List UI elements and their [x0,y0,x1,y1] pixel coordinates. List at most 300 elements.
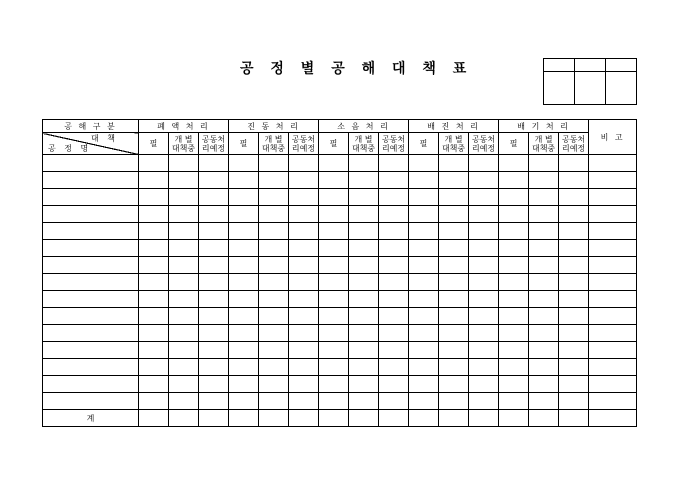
total-entry-cell[interactable] [319,410,349,427]
entry-cell[interactable] [289,223,319,240]
entry-cell[interactable] [529,291,559,308]
entry-cell[interactable] [469,223,499,240]
entry-cell[interactable] [439,206,469,223]
total-entry-cell[interactable] [229,410,259,427]
total-entry-cell[interactable] [289,410,319,427]
entry-cell[interactable] [409,342,439,359]
entry-cell[interactable] [229,376,259,393]
subheader-need: 필 [409,133,439,155]
group-header-wastewater: 폐 액 처 리 [139,120,229,133]
approval-sign-cell[interactable] [575,72,606,105]
total-entry-cell[interactable] [199,410,229,427]
entry-cell[interactable] [229,325,259,342]
entry-cell[interactable] [439,257,469,274]
entry-cell[interactable] [169,274,199,291]
entry-cell[interactable] [319,155,349,172]
entry-cell[interactable] [559,308,589,325]
entry-cell[interactable] [259,376,289,393]
entry-cell[interactable] [229,240,259,257]
remarks-cell[interactable] [589,155,637,172]
entry-cell[interactable] [529,359,559,376]
entry-cell[interactable] [319,359,349,376]
entry-cell[interactable] [439,155,469,172]
entry-cell[interactable] [499,189,529,206]
entry-cell[interactable] [289,308,319,325]
entry-cell[interactable] [379,257,409,274]
entry-cell[interactable] [469,155,499,172]
process-name-cell[interactable] [43,325,139,342]
entry-cell[interactable] [349,325,379,342]
entry-cell[interactable] [409,240,439,257]
entry-cell[interactable] [349,291,379,308]
entry-cell[interactable] [169,325,199,342]
entry-cell[interactable] [379,189,409,206]
entry-cell[interactable] [139,155,169,172]
entry-cell[interactable] [439,359,469,376]
entry-cell[interactable] [289,342,319,359]
subheader-common-bottom: 리예정 [381,143,406,153]
entry-cell[interactable] [169,393,199,410]
entry-cell[interactable] [259,223,289,240]
entry-cell[interactable] [559,223,589,240]
entry-cell[interactable] [139,393,169,410]
entry-cell[interactable] [349,189,379,206]
entry-cell[interactable] [409,223,439,240]
entry-cell[interactable] [139,342,169,359]
total-entry-cell[interactable] [379,410,409,427]
entry-cell[interactable] [469,376,499,393]
entry-cell[interactable] [259,274,289,291]
entry-cell[interactable] [319,189,349,206]
entry-cell[interactable] [379,274,409,291]
entry-cell[interactable] [559,155,589,172]
entry-cell[interactable] [409,376,439,393]
entry-cell[interactable] [559,274,589,291]
entry-cell[interactable] [439,325,469,342]
remarks-cell[interactable] [589,257,637,274]
table-row [43,376,637,393]
entry-cell[interactable] [559,240,589,257]
process-name-cell[interactable] [43,274,139,291]
entry-cell[interactable] [139,257,169,274]
entry-cell[interactable] [259,342,289,359]
remarks-cell[interactable] [589,291,637,308]
subheader-individual-bottom: 대책중 [441,143,466,153]
entry-cell[interactable] [289,257,319,274]
entry-cell[interactable] [469,308,499,325]
entry-cell[interactable] [439,189,469,206]
entry-cell[interactable] [379,393,409,410]
entry-cell[interactable] [199,359,229,376]
entry-cell[interactable] [259,240,289,257]
entry-cell[interactable] [349,223,379,240]
entry-cell[interactable] [439,342,469,359]
entry-cell[interactable] [529,274,559,291]
process-name-cell[interactable] [43,342,139,359]
remarks-cell[interactable] [589,240,637,257]
remarks-cell[interactable] [589,325,637,342]
entry-cell[interactable] [409,257,439,274]
entry-cell[interactable] [499,393,529,410]
subheader-common-treatment [289,133,319,155]
entry-cell[interactable] [379,376,409,393]
subheader-common-top: 공동처 [291,134,316,144]
entry-cell[interactable] [439,172,469,189]
entry-cell[interactable] [409,291,439,308]
entry-cell[interactable] [379,342,409,359]
entry-cell[interactable] [559,206,589,223]
entry-cell[interactable] [139,223,169,240]
entry-cell[interactable] [439,223,469,240]
entry-cell[interactable] [529,206,559,223]
entry-cell[interactable] [289,393,319,410]
entry-cell[interactable] [229,257,259,274]
entry-cell[interactable] [199,308,229,325]
entry-cell[interactable] [349,240,379,257]
entry-cell[interactable] [529,376,559,393]
entry-cell[interactable] [499,206,529,223]
entry-cell[interactable] [229,393,259,410]
process-name-cell[interactable] [43,206,139,223]
entry-cell[interactable] [259,189,289,206]
entry-cell[interactable] [379,206,409,223]
entry-cell[interactable] [409,206,439,223]
entry-cell[interactable] [499,325,529,342]
pollution-measures-table [42,119,637,427]
entry-cell[interactable] [529,155,559,172]
entry-cell[interactable] [259,359,289,376]
entry-cell[interactable] [499,342,529,359]
entry-cell[interactable] [199,325,229,342]
entry-cell[interactable] [259,155,289,172]
entry-cell[interactable] [559,172,589,189]
entry-cell[interactable] [499,240,529,257]
total-entry-cell[interactable] [439,410,469,427]
entry-cell[interactable] [499,274,529,291]
group-header-exhaust: 배 기 처 리 [499,120,589,133]
entry-cell[interactable] [229,172,259,189]
entry-cell[interactable] [559,189,589,206]
entry-cell[interactable] [289,240,319,257]
entry-cell[interactable] [319,223,349,240]
entry-cell[interactable] [289,206,319,223]
approval-sign-cell[interactable] [606,72,637,105]
entry-cell[interactable] [529,308,559,325]
entry-cell[interactable] [169,257,199,274]
subheader-individual-top: 개 별 [534,134,553,144]
entry-cell[interactable] [499,223,529,240]
entry-cell[interactable] [199,257,229,274]
remarks-header: 비 고 [589,120,637,155]
entry-cell[interactable] [289,172,319,189]
entry-cell[interactable] [439,308,469,325]
entry-cell[interactable] [169,240,199,257]
entry-cell[interactable] [469,206,499,223]
entry-cell[interactable] [319,376,349,393]
entry-cell[interactable] [499,172,529,189]
process-name-cell[interactable] [43,172,139,189]
entry-cell[interactable] [499,155,529,172]
entry-cell[interactable] [259,308,289,325]
entry-cell[interactable] [349,359,379,376]
entry-cell[interactable] [169,223,199,240]
process-name-cell[interactable] [43,257,139,274]
entry-cell[interactable] [409,325,439,342]
entry-cell[interactable] [529,325,559,342]
total-entry-cell[interactable] [139,410,169,427]
subheader-individual-top: 개 별 [174,134,193,144]
entry-cell[interactable] [319,240,349,257]
entry-cell[interactable] [409,308,439,325]
remarks-cell[interactable] [589,274,637,291]
entry-cell[interactable] [169,206,199,223]
entry-cell[interactable] [499,308,529,325]
entry-cell[interactable] [289,274,319,291]
entry-cell[interactable] [169,308,199,325]
entry-cell[interactable] [199,155,229,172]
entry-cell[interactable] [229,342,259,359]
entry-cell[interactable] [259,291,289,308]
entry-cell[interactable] [469,325,499,342]
subheader-common-treatment [379,133,409,155]
entry-cell[interactable] [499,257,529,274]
entry-cell[interactable] [259,325,289,342]
table-row [43,274,637,291]
entry-cell[interactable] [139,172,169,189]
entry-cell[interactable] [529,172,559,189]
entry-cell[interactable] [409,189,439,206]
entry-cell[interactable] [499,291,529,308]
entry-cell[interactable] [169,172,199,189]
entry-cell[interactable] [559,359,589,376]
approval-box [543,58,637,105]
entry-cell[interactable] [349,274,379,291]
subheader-individual-top: 개 별 [264,134,283,144]
entry-cell[interactable] [499,359,529,376]
total-entry-cell[interactable] [469,410,499,427]
entry-cell[interactable] [439,291,469,308]
process-name-cell[interactable] [43,308,139,325]
entry-cell[interactable] [439,376,469,393]
entry-cell[interactable] [199,274,229,291]
entry-cell[interactable] [529,240,559,257]
entry-cell[interactable] [229,155,259,172]
entry-cell[interactable] [439,274,469,291]
process-name-cell[interactable] [43,376,139,393]
entry-cell[interactable] [409,155,439,172]
entry-cell[interactable] [469,291,499,308]
entry-cell[interactable] [529,189,559,206]
process-name-cell[interactable] [43,155,139,172]
entry-cell[interactable] [199,172,229,189]
entry-cell[interactable] [379,223,409,240]
entry-cell[interactable] [469,189,499,206]
entry-cell[interactable] [469,240,499,257]
entry-cell[interactable] [289,325,319,342]
entry-cell[interactable] [139,206,169,223]
process-name-cell[interactable] [43,189,139,206]
total-entry-cell[interactable] [499,410,529,427]
table-row [43,189,637,206]
entry-cell[interactable] [319,172,349,189]
remarks-cell[interactable] [589,376,637,393]
entry-cell[interactable] [379,291,409,308]
subheader-individual-measures [439,133,469,155]
entry-cell[interactable] [319,393,349,410]
entry-cell[interactable] [139,376,169,393]
process-name-cell[interactable] [43,223,139,240]
total-entry-cell[interactable] [169,410,199,427]
entry-cell[interactable] [289,359,319,376]
entry-cell[interactable] [349,342,379,359]
entry-cell[interactable] [169,376,199,393]
entry-cell[interactable] [229,189,259,206]
entry-cell[interactable] [379,155,409,172]
entry-cell[interactable] [319,325,349,342]
entry-cell[interactable] [139,359,169,376]
entry-cell[interactable] [319,274,349,291]
entry-cell[interactable] [409,359,439,376]
entry-cell[interactable] [349,376,379,393]
entry-cell[interactable] [469,274,499,291]
entry-cell[interactable] [139,240,169,257]
entry-cell[interactable] [229,359,259,376]
entry-cell[interactable] [349,172,379,189]
entry-cell[interactable] [559,257,589,274]
entry-cell[interactable] [259,257,289,274]
entry-cell[interactable] [559,342,589,359]
subheader-need: 필 [139,133,169,155]
remarks-cell[interactable] [589,308,637,325]
total-entry-cell[interactable] [409,410,439,427]
entry-cell[interactable] [529,223,559,240]
remarks-cell[interactable] [589,223,637,240]
entry-cell[interactable] [169,189,199,206]
entry-cell[interactable] [469,172,499,189]
entry-cell[interactable] [199,240,229,257]
entry-cell[interactable] [229,274,259,291]
entry-cell[interactable] [409,393,439,410]
entry-cell[interactable] [139,308,169,325]
remarks-cell[interactable] [589,342,637,359]
entry-cell[interactable] [199,342,229,359]
entry-cell[interactable] [409,172,439,189]
entry-cell[interactable] [559,325,589,342]
entry-cell[interactable] [169,155,199,172]
total-entry-cell[interactable] [529,410,559,427]
entry-cell[interactable] [349,257,379,274]
entry-cell[interactable] [229,206,259,223]
entry-cell[interactable] [289,291,319,308]
approval-header-cell [544,59,575,72]
entry-cell[interactable] [319,257,349,274]
entry-cell[interactable] [139,274,169,291]
entry-cell[interactable] [199,376,229,393]
entry-cell[interactable] [139,325,169,342]
entry-cell[interactable] [559,376,589,393]
entry-cell[interactable] [169,359,199,376]
entry-cell[interactable] [469,359,499,376]
entry-cell[interactable] [229,291,259,308]
entry-cell[interactable] [559,291,589,308]
subheader-individual-bottom: 대책중 [531,143,556,153]
entry-cell[interactable] [169,291,199,308]
entry-cell[interactable] [169,342,199,359]
entry-cell[interactable] [409,274,439,291]
entry-cell[interactable] [559,393,589,410]
entry-cell[interactable] [529,342,559,359]
entry-cell[interactable] [499,376,529,393]
total-remarks-cell[interactable] [589,410,637,427]
subheader-individual-measures [169,133,199,155]
entry-cell[interactable] [469,393,499,410]
subheader-individual-measures [529,133,559,155]
entry-cell[interactable] [319,342,349,359]
entry-cell[interactable] [379,172,409,189]
entry-cell[interactable] [379,359,409,376]
entry-cell[interactable] [289,376,319,393]
remarks-cell[interactable] [589,172,637,189]
entry-cell[interactable] [199,223,229,240]
entry-cell[interactable] [199,189,229,206]
entry-cell[interactable] [379,308,409,325]
entry-cell[interactable] [289,189,319,206]
entry-cell[interactable] [379,325,409,342]
entry-cell[interactable] [349,206,379,223]
entry-cell[interactable] [199,393,229,410]
remarks-cell[interactable] [589,359,637,376]
entry-cell[interactable] [319,291,349,308]
remarks-cell[interactable] [589,393,637,410]
entry-cell[interactable] [259,206,289,223]
total-entry-cell[interactable] [559,410,589,427]
total-entry-cell[interactable] [259,410,289,427]
entry-cell[interactable] [439,240,469,257]
subheader-common-bottom: 리예정 [201,143,226,153]
entry-cell[interactable] [469,342,499,359]
entry-cell[interactable] [379,240,409,257]
entry-cell[interactable] [259,393,289,410]
entry-cell[interactable] [349,393,379,410]
entry-cell[interactable] [199,206,229,223]
entry-cell[interactable] [529,257,559,274]
process-name-cell[interactable] [43,393,139,410]
remarks-cell[interactable] [589,189,637,206]
entry-cell[interactable] [139,189,169,206]
entry-cell[interactable] [469,257,499,274]
table-row [43,257,637,274]
entry-cell[interactable] [439,393,469,410]
entry-cell[interactable] [289,155,319,172]
entry-cell[interactable] [349,155,379,172]
process-name-cell[interactable] [43,240,139,257]
entry-cell[interactable] [259,172,289,189]
entry-cell[interactable] [319,308,349,325]
process-name-cell[interactable] [43,291,139,308]
entry-cell[interactable] [319,206,349,223]
total-entry-cell[interactable] [349,410,379,427]
entry-cell[interactable] [529,393,559,410]
entry-cell[interactable] [229,223,259,240]
entry-cell[interactable] [349,308,379,325]
entry-cell[interactable] [199,291,229,308]
process-name-cell[interactable] [43,359,139,376]
entry-cell[interactable] [229,308,259,325]
remarks-cell[interactable] [589,206,637,223]
approval-sign-cell[interactable] [544,72,575,105]
entry-cell[interactable] [139,291,169,308]
subheader-individual-top: 개 별 [444,134,463,144]
